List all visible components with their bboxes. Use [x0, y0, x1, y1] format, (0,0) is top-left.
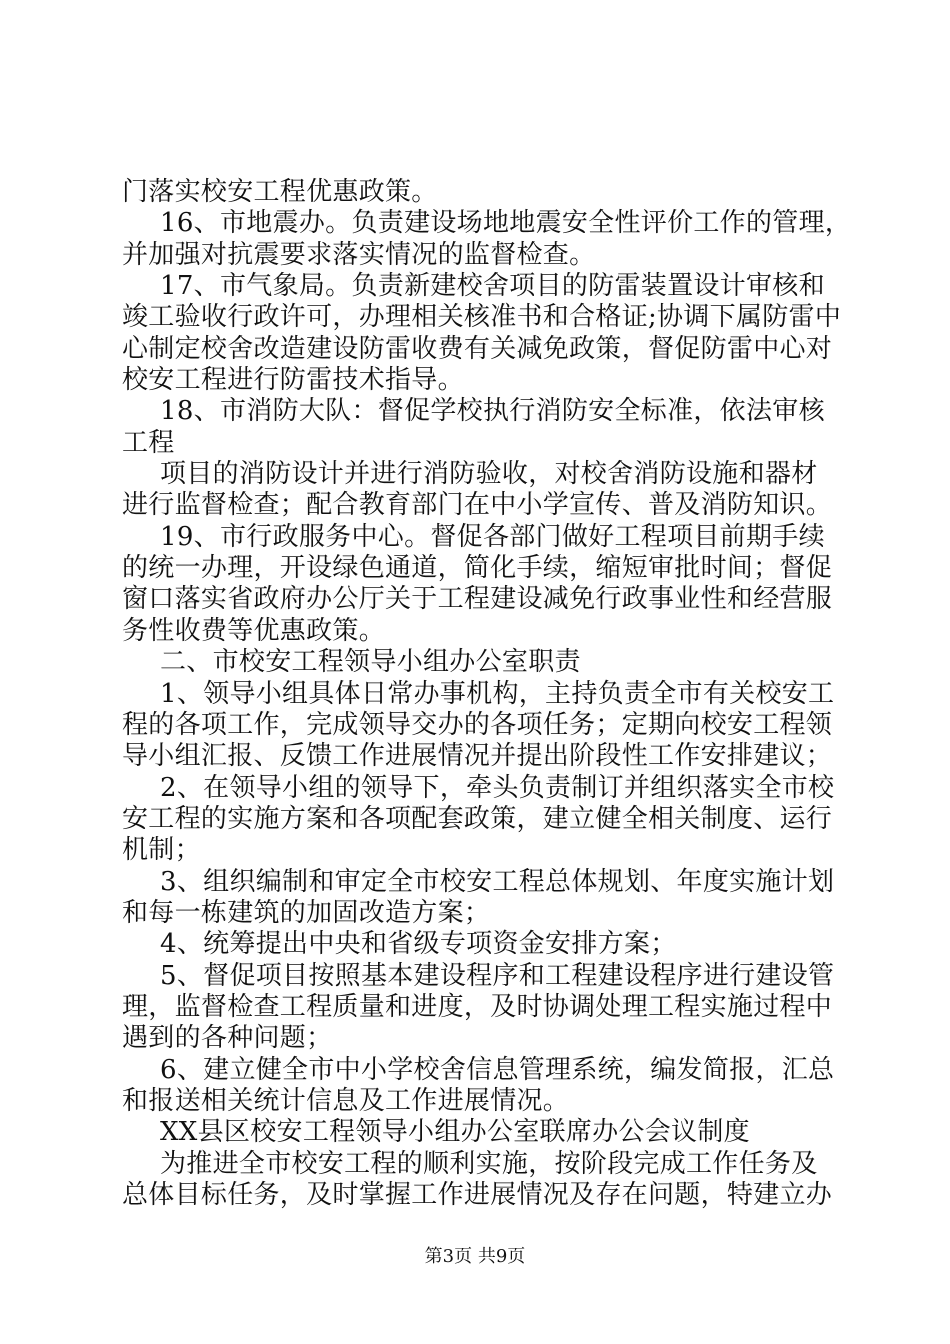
- text-line: 和每一栋建筑的加固改造方案；: [122, 897, 491, 928]
- text-line: 遇到的各种问题；: [122, 1023, 333, 1054]
- text-line: 并加强对抗震要求落实情况的监督检查。: [122, 239, 596, 270]
- text-line: 17、市气象局。负责新建校舍项目的防雷装置设计审核和: [160, 271, 825, 302]
- text-line: 的统一办理，开设绿色通道，简化手续，缩短审批时间；督促: [122, 553, 833, 584]
- text-line: 机制；: [122, 835, 201, 866]
- text-line: XX县区校安工程领导小组办公室联席办公会议制度: [160, 1117, 750, 1148]
- text-line: 门落实校安工程优惠政策。: [122, 177, 438, 207]
- text-line: 工程: [122, 427, 175, 458]
- text-line: 窗口落实省政府办公厅关于工程建设减免行政事业性和经营服: [122, 584, 833, 615]
- text-line: 理，监督检查工程质量和进度，及时协调处理工程实施过程中: [122, 991, 833, 1022]
- text-line: 总体目标任务，及时掌握工作进展情况及存在问题，特建立办: [122, 1180, 833, 1210]
- text-line: 安工程的实施方案和各项配套政策，建立健全相关制度、运行: [122, 803, 833, 834]
- text-line: 进行监督检查；配合教育部门在中小学宣传、普及消防知识。: [122, 490, 833, 521]
- text-line: 5、督促项目按照基本建设程序和工程建设程序进行建设管: [160, 960, 835, 991]
- text-line: 心制定校舍改造建设防雷收费有关减免政策，督促防雷中心对: [122, 333, 833, 364]
- text-line: 19、市行政服务中心。督促各部门做好工程项目前期手续: [160, 521, 825, 552]
- text-line: 16、市地震办。负责建设场地地震安全性评价工作的管理，: [160, 208, 852, 239]
- text-line: 务性收费等优惠政策。: [122, 615, 386, 646]
- document-body: [122, 177, 852, 1211]
- text-line: 二、市校安工程领导小组办公室职责: [160, 647, 581, 678]
- text-line: 导小组汇报、反馈工作进展情况并提出阶段性工作安排建议；: [122, 741, 833, 772]
- text-line: 为推进全市校安工程的顺利实施，按阶段完成工作任务及: [160, 1148, 818, 1179]
- text-line: 校安工程进行防雷技术指导。: [122, 365, 464, 396]
- text-line: 竣工验收行政许可，办理相关核准书和合格证;协调下属防雷中: [122, 302, 842, 333]
- text-line: 4、统筹提出中央和省级专项资金安排方案；: [160, 929, 677, 960]
- text-line: 项目的消防设计并进行消防验收，对校舍消防设施和器材: [160, 459, 818, 490]
- text-line: 6、建立健全市中小学校舍信息管理系统，编发简报，汇总: [160, 1054, 835, 1085]
- text-line: 18、市消防大队：督促学校执行消防安全标准，依法审核: [160, 396, 825, 427]
- text-line: 2、在领导小组的领导下，牵头负责制订并组织落实全市校: [160, 772, 835, 803]
- text-line: 3、组织编制和审定全市校安工程总体规划、年度实施计划: [160, 866, 835, 897]
- text-line: 和报送相关统计信息及工作进展情况。: [122, 1085, 570, 1116]
- text-line: 1、领导小组具体日常办事机构，主持负责全市有关校安工: [160, 678, 835, 709]
- text-line: 程的各项工作，完成领导交办的各项任务；定期向校安工程领: [122, 709, 833, 740]
- page-footer: 第3页 共9页: [424, 1246, 526, 1267]
